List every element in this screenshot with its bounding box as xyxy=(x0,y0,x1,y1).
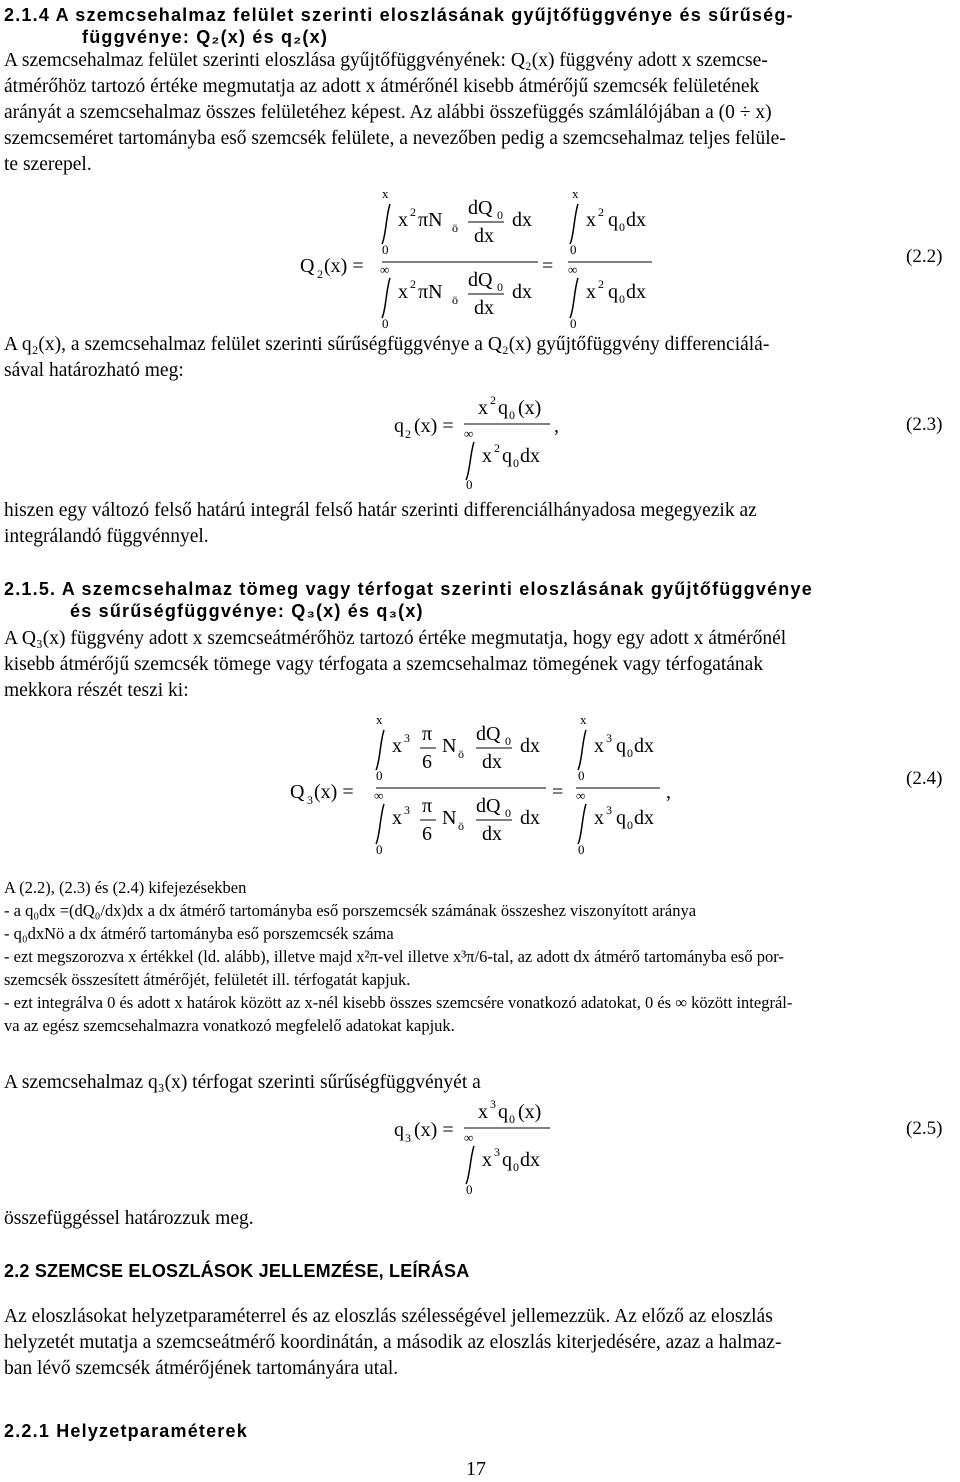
svg-text:q: q xyxy=(608,209,618,231)
svg-text:6: 6 xyxy=(422,751,432,773)
svg-text:dx: dx xyxy=(482,751,502,773)
svg-text:0: 0 xyxy=(505,806,511,820)
svg-text:2: 2 xyxy=(490,393,496,407)
svg-text:0: 0 xyxy=(376,768,383,783)
svg-text:dx: dx xyxy=(474,297,494,319)
text-line: mekkora részét teszi ki: xyxy=(4,680,189,701)
svg-text:q: q xyxy=(502,445,512,467)
paragraph-formula-conclusion: összefüggéssel határozzuk meg. xyxy=(4,1208,254,1229)
svg-text:dx: dx xyxy=(626,209,646,231)
svg-text:0: 0 xyxy=(627,746,633,760)
svg-text:0: 0 xyxy=(619,292,625,306)
paragraph-q3-intro xyxy=(4,626,954,704)
svg-text:dx: dx xyxy=(482,823,502,845)
svg-text:3: 3 xyxy=(606,731,612,745)
svg-text:dx: dx xyxy=(512,209,532,231)
text-line: A q₂(x), a szemcsehalmaz felület szerinti sűrűségfüggvénye a Q₂(x) gyűjtőfüggvény differenciálá- xyxy=(4,334,770,355)
equation-2-4 xyxy=(280,712,700,860)
svg-text:ö: ö xyxy=(452,293,458,307)
svg-text:=: = xyxy=(542,255,554,277)
section-heading-2-1-5 xyxy=(4,578,813,622)
section-heading-2-2-1: 2.2.1 Helyzetparaméterek xyxy=(4,1421,248,1441)
equation-number-2-2: (2.2) xyxy=(906,246,943,267)
text-line: hiszen egy változó felső határú integrál felső határ szerinti differenciálhányadosa megegyezik az xyxy=(4,500,757,521)
svg-text:0: 0 xyxy=(505,734,511,748)
svg-text:∞: ∞ xyxy=(380,262,390,277)
text-line: Az eloszlásokat helyzetparaméterrel és az eloszlás szélességével jellemezzük. Az előző az eloszlás xyxy=(4,1306,773,1327)
svg-text:3: 3 xyxy=(307,793,313,807)
svg-text:0: 0 xyxy=(513,456,519,470)
svg-text:,: , xyxy=(666,781,671,803)
text-line: - ezt integrálva 0 és adott x határok között az x-nél kisebb összes szemcsére vonatkozó adatokat, 0 és ∞ között integrál- xyxy=(4,993,793,1012)
paragraph-distribution xyxy=(4,1304,954,1382)
svg-text:x: x xyxy=(398,209,408,231)
svg-text:dx: dx xyxy=(520,735,540,757)
heading-line-2: és sűrűségfüggvénye: Q₃(x) és q₃(x) xyxy=(70,601,424,621)
svg-text:q: q xyxy=(498,1101,508,1123)
svg-text:dQ: dQ xyxy=(476,795,501,817)
svg-text:3: 3 xyxy=(494,1145,500,1159)
svg-text:x: x xyxy=(594,735,604,757)
paragraph-q2-intro xyxy=(4,48,954,178)
heading-line-1: 2.1.4 A szemcsehalmaz felület szerinti eloszlásának gyűjtőfüggvénye és sűrűség- xyxy=(4,5,794,25)
svg-text:q: q xyxy=(498,397,508,419)
svg-text:x: x xyxy=(482,1149,492,1171)
svg-text:3: 3 xyxy=(405,1131,411,1145)
svg-text:ö: ö xyxy=(458,747,464,761)
svg-text:0: 0 xyxy=(570,242,577,257)
text-line: - ezt megszorozva x értékkel (ld. alább), illetve majd x²π-vel illetve x³π/6-tal, az adott dx átmérő tartományba eső por- xyxy=(4,947,784,966)
svg-text:x: x xyxy=(392,735,402,757)
svg-text:6: 6 xyxy=(422,823,432,845)
svg-text:ö: ö xyxy=(458,819,464,833)
paragraph-differential xyxy=(4,498,954,550)
text-line: A (2.2), (2.3) és (2.4) kifejezésekben xyxy=(4,878,247,897)
svg-text:Q: Q xyxy=(300,255,315,277)
svg-text:(x): (x) xyxy=(518,397,542,419)
svg-text:∞: ∞ xyxy=(464,1130,474,1145)
svg-text:0: 0 xyxy=(570,316,577,331)
svg-text:dx: dx xyxy=(474,225,494,247)
text-line: ban lévő szemcsék átmérőjének tartományára utal. xyxy=(4,1358,399,1379)
section-heading-2-2: 2.2 SZEMCSE ELOSZLÁSOK JELLEMZÉSE, LEÍRÁSA xyxy=(4,1261,470,1281)
svg-text:0: 0 xyxy=(578,842,585,857)
svg-text:0: 0 xyxy=(509,1112,515,1126)
svg-text:dQ: dQ xyxy=(468,269,493,291)
svg-text:dx: dx xyxy=(520,1149,540,1171)
svg-text:0: 0 xyxy=(619,220,625,234)
svg-text:π: π xyxy=(422,795,433,817)
text-line: átmérőhöz tartozó értéke megmutatja az adott x átmérőnél kisebb átmérőjű szemcsék felületének xyxy=(4,76,760,97)
text-line: szemcseméret tartományba eső szemcsék felülete, a nevezőben pedig a szemcsehalmaz teljes felüle- xyxy=(4,128,786,149)
svg-text:0: 0 xyxy=(497,280,503,294)
svg-text:=: = xyxy=(552,781,564,803)
svg-text:q: q xyxy=(616,735,626,757)
text-line: A Q₃(x) függvény adott x szemcseátmérőhöz tartozó értéke megmutatja, hogy egy adott x átmérőnél xyxy=(4,628,787,649)
svg-text:ö: ö xyxy=(452,221,458,235)
svg-text:∞: ∞ xyxy=(374,788,384,803)
svg-text:x: x xyxy=(398,281,408,303)
section-heading-2-1-4 xyxy=(4,4,794,48)
text-line: helyzetét mutatja a szemcseátmérő koordinátán, a második az eloszlás kiterjedésére, azaz a halmaz- xyxy=(4,1332,782,1353)
svg-text:πN: πN xyxy=(418,209,443,231)
svg-text:x: x xyxy=(392,807,402,829)
svg-text:dx: dx xyxy=(520,807,540,829)
text-line: sával határozható meg: xyxy=(4,360,184,381)
svg-text:N: N xyxy=(442,735,457,757)
text-line: integrálandó függvénnyel. xyxy=(4,526,209,547)
text-line: te szerepel. xyxy=(4,154,92,175)
svg-text:2: 2 xyxy=(410,277,416,291)
svg-text:q: q xyxy=(394,415,404,437)
svg-text:x: x xyxy=(382,186,389,201)
svg-text:∞: ∞ xyxy=(464,426,474,441)
svg-text:0: 0 xyxy=(509,408,515,422)
svg-text:3: 3 xyxy=(404,803,410,817)
equation-2-5 xyxy=(390,1098,590,1202)
svg-text:(x) =: (x) = xyxy=(414,415,454,437)
svg-text:x: x xyxy=(482,445,492,467)
svg-text:Q: Q xyxy=(290,781,305,803)
paragraph-q2-density xyxy=(4,332,954,384)
svg-text:2: 2 xyxy=(598,277,604,291)
svg-text:0: 0 xyxy=(382,242,389,257)
heading-line-1: 2.1.5. A szemcsehalmaz tömeg vagy térfogat szerinti eloszlásának gyűjtőfüggvénye xyxy=(4,579,813,599)
svg-text:2: 2 xyxy=(494,441,500,455)
svg-text:,: , xyxy=(554,415,559,437)
page-number: 17 xyxy=(466,1458,486,1480)
svg-text:x: x xyxy=(586,209,596,231)
text-line: - q₀dxNö a dx átmérő tartományba eső porszemcsék száma xyxy=(4,924,394,943)
svg-text:x: x xyxy=(572,186,579,201)
svg-text:dQ: dQ xyxy=(476,723,501,745)
svg-text:3: 3 xyxy=(404,731,410,745)
svg-text:x: x xyxy=(478,1101,488,1123)
paragraph-notes xyxy=(4,876,954,1037)
svg-text:dx: dx xyxy=(626,281,646,303)
svg-text:∞: ∞ xyxy=(568,262,578,277)
text-line: arányát a szemcsehalmaz összes felületéhez képest. Az alábbi összefüggés számlálójában a (0 ÷ x) xyxy=(4,102,772,123)
svg-text:(x) =: (x) = xyxy=(414,1119,454,1141)
text-line: - a q₀dx =(dQ₀/dx)dx a dx átmérő tartományba eső porszemcsék számának összeshez viszonyított aránya xyxy=(4,901,697,920)
equation-2-3 xyxy=(390,386,590,490)
svg-text:q: q xyxy=(502,1149,512,1171)
svg-text:q: q xyxy=(608,281,618,303)
svg-text:dx: dx xyxy=(520,445,540,467)
svg-text:0: 0 xyxy=(376,842,383,857)
svg-text:0: 0 xyxy=(627,818,633,832)
text-line: szemcsék összesített átmérőjét, felületét ill. térfogatát kapjuk. xyxy=(4,970,411,989)
svg-text:0: 0 xyxy=(513,1160,519,1174)
svg-text:2: 2 xyxy=(317,267,323,281)
svg-text:N: N xyxy=(442,807,457,829)
text-line: kisebb átmérőjű szemcsék tömege vagy térfogata a szemcsehalmaz tömegének vagy térfogatának xyxy=(4,654,764,675)
svg-text:3: 3 xyxy=(606,803,612,817)
equation-number-2-4: (2.4) xyxy=(906,768,943,789)
svg-text:0: 0 xyxy=(497,208,503,222)
svg-text:(x) =: (x) = xyxy=(314,781,354,803)
svg-text:(x) =: (x) = xyxy=(324,255,364,277)
paragraph-q3-density: A szemcsehalmaz q₃(x) térfogat szerinti sűrűségfüggvényét a xyxy=(4,1072,481,1093)
text-line: A szemcsehalmaz felület szerinti eloszlása gyűjtőfüggvényének: Q₂(x) függvény adott x szemcse- xyxy=(4,50,768,71)
svg-text:0: 0 xyxy=(466,477,473,490)
svg-text:q: q xyxy=(394,1119,404,1141)
svg-text:2: 2 xyxy=(405,427,411,441)
svg-text:dx: dx xyxy=(512,281,532,303)
svg-text:2: 2 xyxy=(410,205,416,219)
svg-text:dx: dx xyxy=(634,735,654,757)
svg-text:dx: dx xyxy=(634,807,654,829)
equation-number-2-3: (2.3) xyxy=(906,414,943,435)
text-line: va az egész szemcsehalmazra vonatkozó megfelelő adatokat kapjuk. xyxy=(4,1016,455,1035)
equation-2-2 xyxy=(290,186,690,334)
svg-text:∞: ∞ xyxy=(576,788,586,803)
svg-text:π: π xyxy=(422,723,433,745)
svg-text:q: q xyxy=(616,807,626,829)
svg-text:3: 3 xyxy=(490,1098,496,1111)
svg-text:0: 0 xyxy=(578,768,585,783)
svg-text:x: x xyxy=(580,712,587,727)
svg-text:0: 0 xyxy=(466,1182,473,1197)
equation-number-2-5: (2.5) xyxy=(906,1118,943,1139)
svg-text:0: 0 xyxy=(382,316,389,331)
svg-text:πN: πN xyxy=(418,281,443,303)
svg-text:x: x xyxy=(586,281,596,303)
svg-text:dQ: dQ xyxy=(468,197,493,219)
svg-text:x: x xyxy=(478,397,488,419)
svg-text:x: x xyxy=(594,807,604,829)
svg-text:2: 2 xyxy=(598,205,604,219)
heading-line-2: függvénye: Q₂(x) és q₂(x) xyxy=(82,27,329,47)
svg-text:x: x xyxy=(376,712,383,727)
svg-text:(x): (x) xyxy=(518,1101,542,1123)
